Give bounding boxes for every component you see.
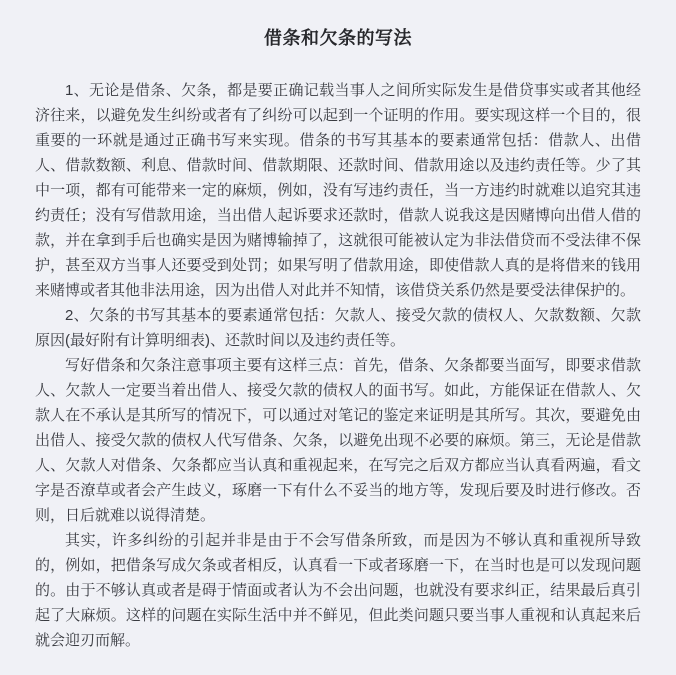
- document-body: [35, 78, 641, 653]
- paragraph-debt-note-elements: 2、欠条的书写其基本的要素通常包括：欠款人、接受欠款的债权人、欠款数额、欠款原因(最好附有计算明细表)、还款时间以及违约责任等。: [35, 307, 641, 349]
- paragraph-ioU-elements: 1、无论是借条、欠条，都是要正确记载当事人之间所实际发生是借贷事实或者其他经济往来，以避免发生纠纷或者有了纠纷可以起到一个证明的作用。要实现这样一个目的，很重要的一环就是通过正确书写来实现。借条的书写其基本的要素通常包括：借款人、出借人、借款数额、利息、借款时间、借款期限、还款时间、借款用途以及违约责任等。少了其中一项，都有可能带来一定的麻烦，例如，没有写违约责任，当一方违约时就难以追究其违约责任；没有写借款用途，当出借人起诉要求还款时，借款人说我这是因赌博向出借人借的款，并在拿到手后也确实是因为赌博输掉了，这就很可能被认定为非法借贷而不受法律不保护，甚至双方当事人还要受到处罚；如果写明了借款用途，即使借款人真的是将借来的钱用来赌博或者其他非法用途，因为出借人对此并不知情，该借贷关系仍然是要受法律保护的。: [35, 82, 641, 299]
- paragraph-writing-precautions: 写好借条和欠条注意事项主要有这样三点：首先，借条、欠条都要当面写，即要求借款人、欠款人一定要当着出借人、接受欠款的债权人的面书写。如此，方能保证在借款人、欠款人在不承认是其所写的情况下，可以通过对笔记的鉴定来证明是其所写。其次，要避免由出借人、接受欠款的债权人代写借条、欠条，以避免出现不必要的麻烦。第三，无论是借款人、欠款人对借条、欠条都应当认真和重视起来，在写完之后双方都应当认真看两遍，看文字是否潦草或者会产生歧义，琢磨一下有什么不妥当的地方等，发现后要及时进行修改。否则，日后就难以说得清楚。: [35, 357, 641, 524]
- paragraph-dispute-causes: 其实，许多纠纷的引起并非是由于不会写借条所致，而是因为不够认真和重视所导致的，例如，把借条写成欠条或者相反，认真看一下或者琢磨一下，在当时也是可以发现问题的。由于不够认真或者是碍于情面或者认为不会出问题，也就没有要求纠正，结果最后真引起了大麻烦。这样的问题在实际生活中并不鲜见，但此类问题只要当事人重视和认真起来后就会迎刃而解。: [35, 532, 641, 649]
- document-title: 借条和欠条的写法: [264, 28, 412, 48]
